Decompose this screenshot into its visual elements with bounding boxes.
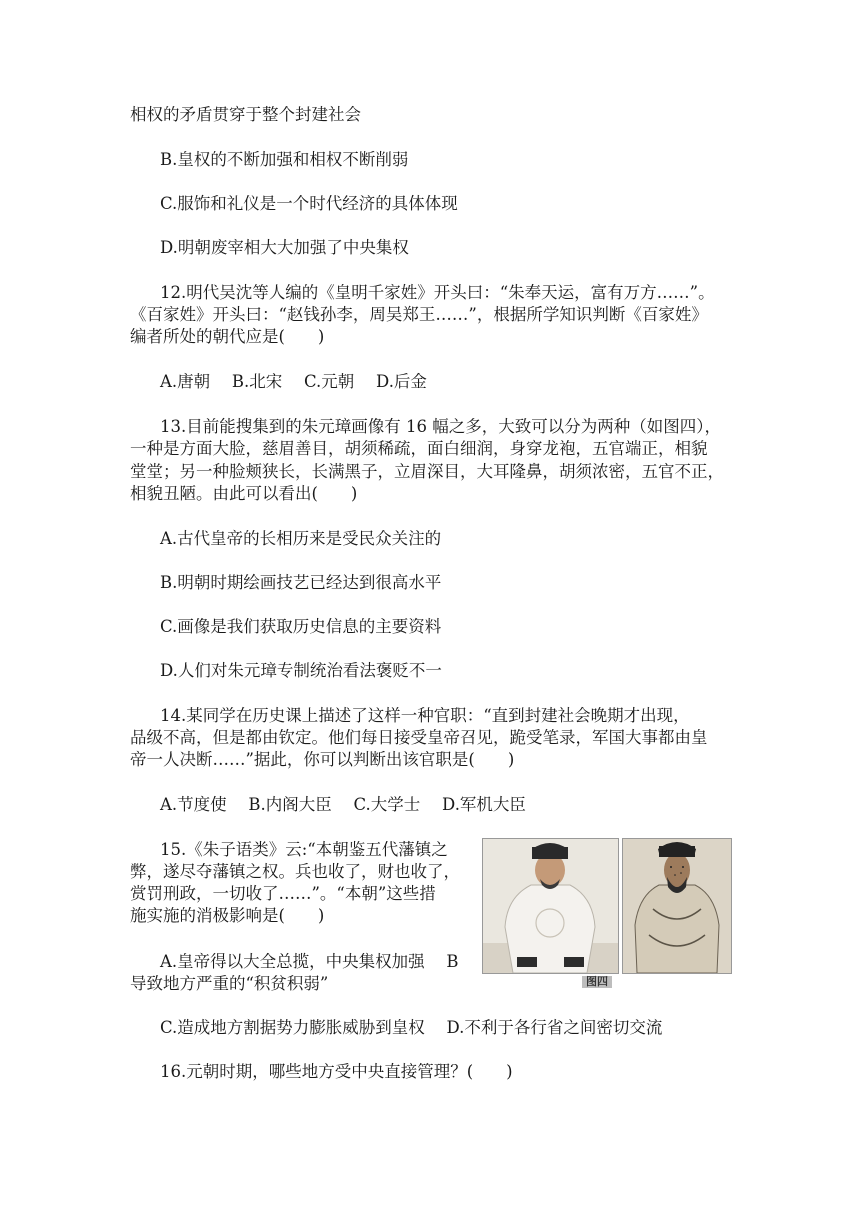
figure-caption: 图四 xyxy=(582,976,612,988)
figure-four xyxy=(482,838,732,988)
question-15-line-2: 弊，遂尽夺藩镇之权。兵也收了，财也收了， xyxy=(130,862,460,881)
question-15-line-3: 赏罚刑政，一切收了……”。“本朝”这些措 xyxy=(130,884,436,903)
question-13-line-1: 13.目前能搜集到的朱元璋画像有 16 幅之多，大致可以分为两种（如图四）， xyxy=(160,417,721,436)
portrait-image-2 xyxy=(622,838,732,974)
question-13-line-4: 相貌丑陋。由此可以看出( ) xyxy=(130,484,358,503)
question-15-option-b: 导致地方严重的“积贫积弱” xyxy=(130,974,329,993)
question-15-options-cd: C.造成地方割据势力膨胀威胁到皇权 D.不利于各行省之间密切交流 xyxy=(160,1018,663,1037)
question-13-option-a: A.古代皇帝的长相历来是受民众关注的 xyxy=(160,529,442,548)
question-12-line-1: 12.明代吴沈等人编的《皇明千家姓》开头曰：“朱奉天运，富有万方……”。 xyxy=(160,283,715,302)
question-12-options: A.唐朝 B.北宋 C.元朝 D.后金 xyxy=(160,372,427,391)
question-13-line-2: 一种是方面大脸，慈眉善目，胡须稀疏，面白细润，身穿龙袍，五官端正，相貌 xyxy=(130,439,708,458)
question-14-line-2: 品级不高，但是都由钦定。他们每日接受皇帝召见，跪受笔录，军国大事都由皇 xyxy=(130,728,708,747)
question-14-line-1: 14.某同学在历史课上描述了这样一种官职：“直到封建社会晚期才出现， xyxy=(160,706,690,725)
question-15-line-1: 15.《朱子语类》云:“本朝鉴五代藩镇之 xyxy=(160,840,448,859)
portrait-1-drawing xyxy=(483,839,618,973)
text-line: 相权的矛盾贯穿于整个封建社会 xyxy=(130,105,361,124)
option-c: C.服饰和礼仪是一个时代经济的具体体现 xyxy=(160,194,458,213)
question-12-line-3: 编者所处的朝代应是( ) xyxy=(130,327,325,346)
question-13-line-3: 堂堂；另一种脸颊狭长，长满黑子，立眉深目，大耳隆鼻，胡须浓密，五官不正， xyxy=(130,462,724,481)
portrait-image-1 xyxy=(482,838,619,974)
question-12-line-2: 《百家姓》开头曰：“赵钱孙李，周吴郑王……”，根据所学知识判断《百家姓》 xyxy=(130,305,708,324)
question-13-option-b: B.明朝时期绘画技艺已经达到很高水平 xyxy=(160,573,442,592)
question-16-line-1: 16.元朝时期，哪些地方受中央直接管理？( ) xyxy=(160,1062,513,1081)
option-b: B.皇权的不断加强和相权不断削弱 xyxy=(160,150,409,169)
question-13-option-c: C.画像是我们获取历史信息的主要资料 xyxy=(160,617,442,636)
question-13-option-d: D.人们对朱元璋专制统治看法褒贬不一 xyxy=(160,661,442,680)
portrait-2-drawing xyxy=(623,839,731,973)
option-d: D.明朝废宰相大大加强了中央集权 xyxy=(160,238,409,257)
question-15-option-a: A.皇帝得以大全总揽，中央集权加强 B xyxy=(160,952,459,971)
question-14-line-3: 帝一人决断……”据此，你可以判断出该官职是( ) xyxy=(130,750,515,769)
question-14-options: A.节度使 B.内阁大臣 C.大学士 D.军机大臣 xyxy=(160,795,526,814)
question-15-line-4: 施实施的消极影响是( ) xyxy=(130,906,325,925)
